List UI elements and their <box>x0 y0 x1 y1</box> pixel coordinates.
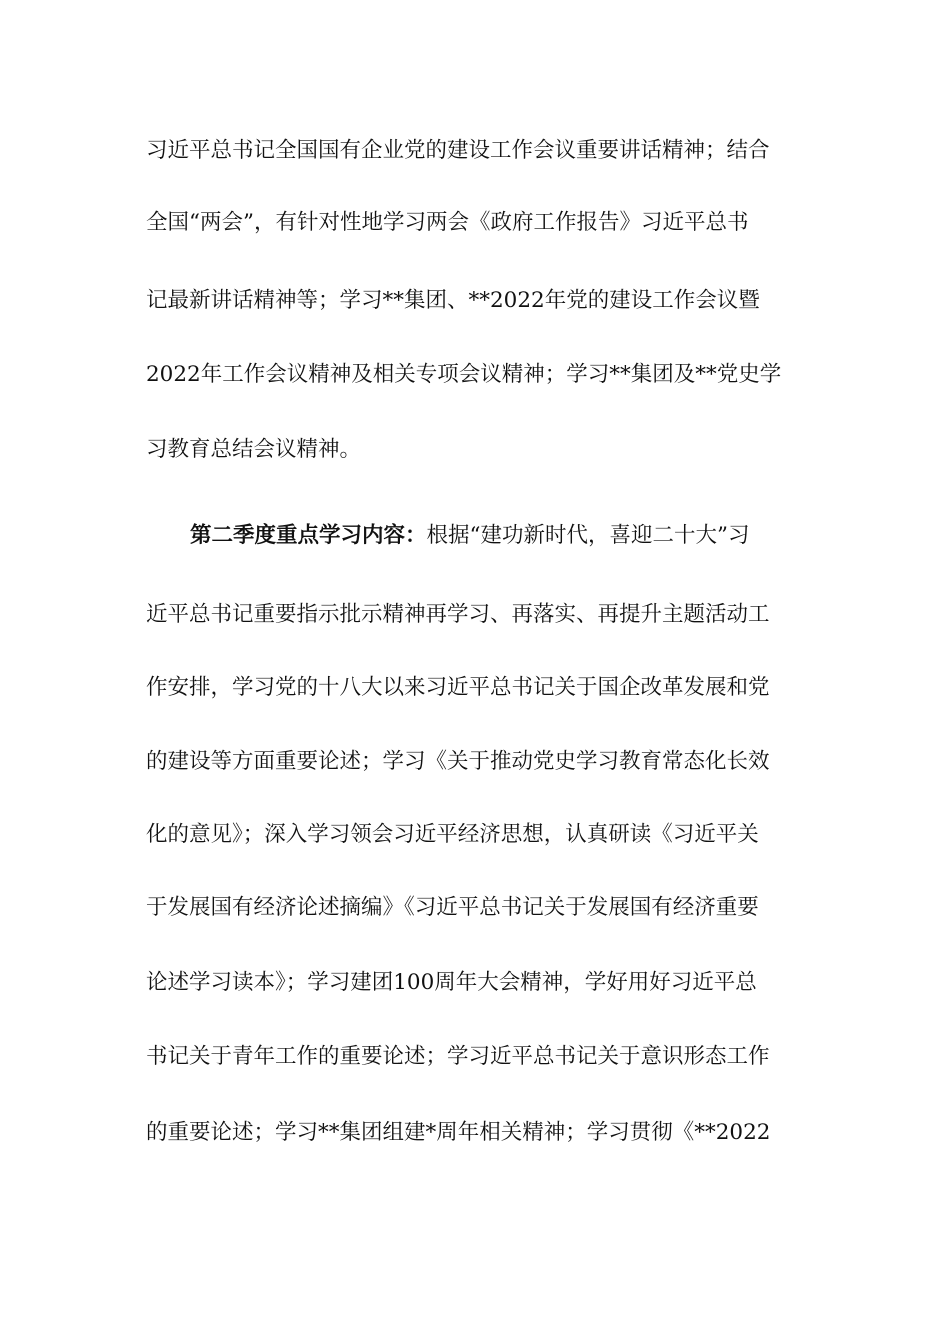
paragraph-1-line-2: 全国“两会”，有针对性地学习两会《政府工作报告》习近平总书 <box>146 210 749 235</box>
paragraph-1-line-3: 记最新讲话精神等；学习**集团、**2022年党的建设工作会议暨 <box>146 288 760 313</box>
paragraph-1-line-4: 2022年工作会议精神及相关专项会议精神；学习**集团及**党史学 <box>146 362 782 387</box>
paragraph-1-line-5: 习教育总结会议精神。 <box>146 437 362 462</box>
paragraph-2-line-1-text: 根据“建功新时代，喜迎二十大”习 <box>426 523 750 548</box>
paragraph-1-line-1: 习近平总书记全国国有企业党的建设工作会议重要讲话精神；结合 <box>146 138 770 163</box>
paragraph-2-line-8: 书记关于青年工作的重要论述；学习近平总书记关于意识形态工作 <box>146 1044 770 1069</box>
paragraph-2-line-5: 化的意见》；深入学习领会习近平经济思想，认真研读《习近平关 <box>146 822 759 847</box>
paragraph-2-line-3: 作安排，学习党的十八大以来习近平总书记关于国企改革发展和党 <box>146 675 770 700</box>
section-heading: 第二季度重点学习内容： <box>190 523 427 548</box>
paragraph-2-line-6: 于发展国有经济论述摘编》《习近平总书记关于发展国有经济重要 <box>146 895 759 920</box>
paragraph-2-line-9: 的重要论述；学习**集团组建*周年相关精神；学习贯彻《**2022 <box>146 1120 771 1145</box>
paragraph-2-line-4: 的建设等方面重要论述；学习《关于推动党史学习教育常态化长效 <box>146 749 770 774</box>
paragraph-2-line-2: 近平总书记重要指示批示精神再学习、再落实、再提升主题活动工 <box>146 602 770 627</box>
paragraph-2-line-7: 论述学习读本》；学习建团100周年大会精神，学好用好习近平总 <box>146 970 757 995</box>
paragraph-2-line-1 <box>190 516 850 556</box>
